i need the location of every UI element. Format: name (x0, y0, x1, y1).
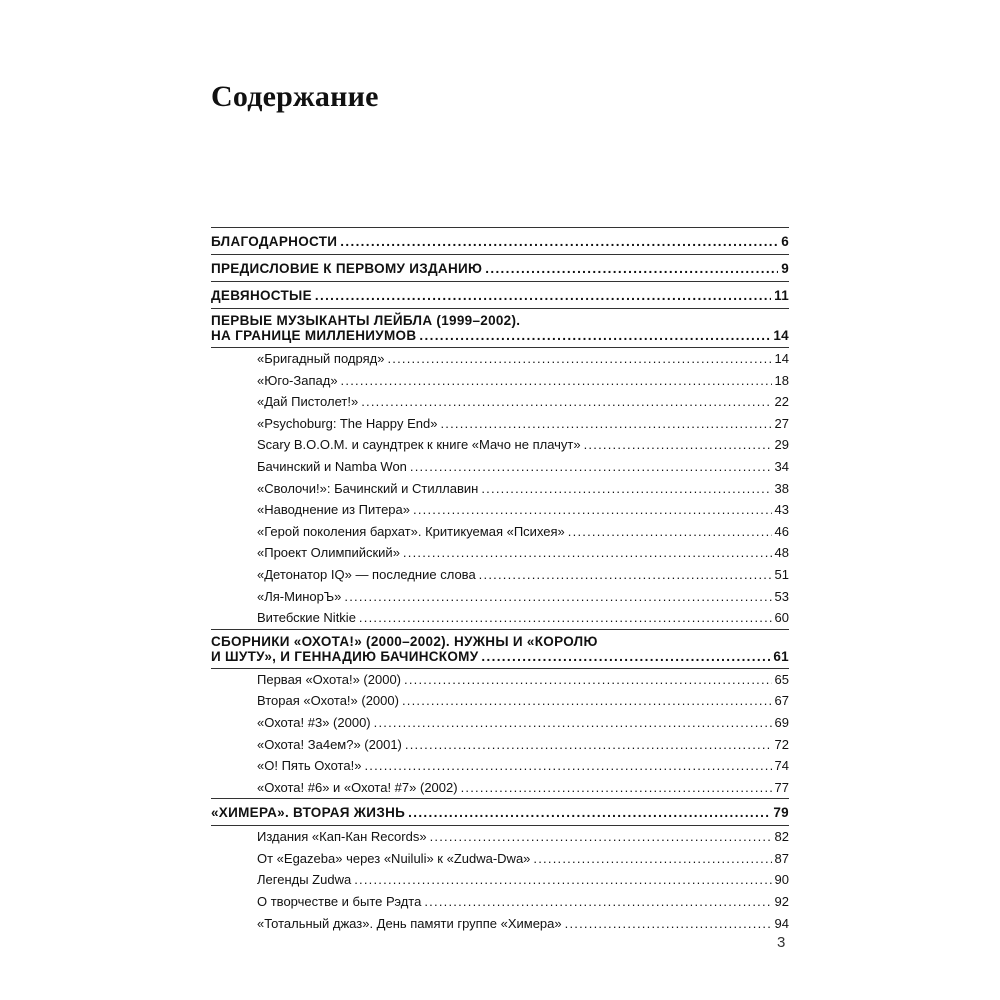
toc-entry-title: «Герой поколения бархат». Критикуемая «Психея» (257, 523, 565, 539)
toc-entry (211, 607, 789, 629)
toc-row (257, 586, 789, 608)
toc-entry-title: Витебские Nitkie (257, 610, 356, 626)
toc-entry-title: «Psychoburg: The Happy End» (257, 415, 438, 431)
toc-row (257, 499, 789, 521)
table-of-contents (211, 227, 789, 934)
toc-entry (211, 826, 789, 848)
dot-leader (479, 564, 772, 586)
toc-row (211, 649, 789, 664)
toc-entry (211, 913, 789, 935)
toc-section-title: И ШУТУ», И ГЕННАДИЮ БАЧИНСКОМУ (211, 648, 479, 664)
toc-row (211, 261, 789, 276)
toc-page-number: 48 (774, 545, 789, 561)
toc-page-number: 38 (774, 480, 789, 496)
toc-section-title: НА ГРАНИЦЕ МИЛЛЕНИУМОВ (211, 328, 417, 343)
toc-entry (211, 712, 789, 734)
toc-page-number: 61 (773, 648, 789, 664)
toc-entry-title: От «Egazeba» через «Nuiluli» к «Zudwa-Dwa» (257, 850, 531, 866)
toc-page-number: 87 (774, 850, 789, 866)
dot-leader (359, 607, 772, 629)
toc-row (257, 521, 789, 543)
toc-page-number: 90 (774, 872, 789, 888)
dot-leader (424, 891, 771, 913)
toc-entry (211, 690, 789, 712)
toc-page-number: 72 (774, 736, 789, 752)
toc-entry (211, 564, 789, 586)
toc-row (257, 607, 789, 629)
dot-leader (565, 913, 772, 935)
toc-entry (211, 755, 789, 777)
toc-page-number: 27 (774, 415, 789, 431)
toc-entry-title: Scary B.O.O.M. и саундтрек к книге «Мачо не плачут» (257, 437, 581, 453)
toc-section (211, 630, 789, 668)
toc-entry-title: «Бригадный подряд» (257, 351, 385, 366)
dot-leader (413, 499, 772, 521)
toc-section-title: ДЕВЯНОСТЫЕ (211, 288, 312, 303)
toc-row (257, 370, 789, 392)
dot-leader (461, 777, 772, 799)
toc-entry-title: «Детонатор IQ» — последние слова (257, 566, 476, 582)
toc-page-number: 67 (774, 693, 789, 709)
toc-row (257, 456, 789, 478)
toc-entry-title: «Охота! За4ем?» (2001) (257, 736, 402, 752)
dot-leader (344, 586, 771, 608)
toc-row (211, 234, 789, 249)
toc-entry (211, 370, 789, 392)
toc-row (257, 913, 789, 935)
toc-page-number: 77 (774, 779, 789, 795)
toc-page-number: 53 (774, 588, 789, 604)
toc-entry-title: «Проект Олимпийский» (257, 545, 400, 561)
toc-entry-title: Первая «Охота!» (2000) (257, 671, 402, 687)
toc-section (211, 255, 789, 281)
toc-row (257, 669, 789, 691)
toc-section-title: ПРЕДИСЛОВИЕ К ПЕРВОМУ ИЗДАНИЮ (211, 261, 483, 276)
toc-entry (211, 586, 789, 608)
toc-section (211, 799, 789, 825)
toc-row (257, 712, 789, 734)
toc-entry-title: Легенды Zudwa (257, 872, 352, 888)
toc-entry-title: «Наводнение из Питера» (257, 502, 410, 518)
toc-entry (211, 521, 789, 543)
toc-list (211, 228, 789, 934)
toc-row (257, 348, 789, 370)
toc-page-number: 74 (774, 758, 789, 774)
toc-entry (211, 669, 789, 691)
toc-section-title: «ХИМЕРА». ВТОРАЯ ЖИЗНЬ (211, 805, 406, 821)
toc-row (257, 413, 789, 435)
toc-entry (211, 348, 789, 370)
toc-entry (211, 542, 789, 564)
toc-row (257, 391, 789, 413)
toc-page-number: 18 (774, 372, 789, 388)
toc-page-number: 11 (774, 288, 789, 303)
toc-entry (211, 777, 789, 799)
dot-leader (341, 370, 772, 392)
toc-row (257, 542, 789, 564)
dot-leader (403, 542, 772, 564)
dot-leader (354, 869, 771, 891)
toc-entry-title: О творчестве и быте Рэдта (257, 894, 422, 910)
toc-page-number: 82 (774, 829, 789, 845)
toc-entry (211, 848, 789, 870)
dot-leader (568, 521, 772, 543)
toc-section (211, 282, 789, 308)
dot-leader (364, 755, 771, 777)
toc-row (257, 478, 789, 500)
dot-leader (481, 649, 770, 664)
toc-page-number: 94 (774, 915, 789, 931)
toc-page-number: 69 (774, 714, 789, 730)
toc-entry-title: «Охота! #3» (2000) (257, 714, 371, 730)
toc-page-number: 60 (774, 610, 789, 626)
toc-page-number: 22 (774, 394, 789, 410)
page-number: 3 (777, 934, 786, 951)
dot-leader (340, 234, 778, 249)
dot-leader (584, 434, 772, 456)
toc-page-number: 14 (774, 351, 789, 366)
toc-row (257, 826, 789, 848)
dot-leader (430, 826, 772, 848)
toc-page-number: 9 (781, 261, 789, 276)
toc-page-number: 29 (774, 437, 789, 453)
toc-row (257, 564, 789, 586)
toc-entry (211, 499, 789, 521)
toc-entry-title: «Дай Пистолет!» (257, 394, 359, 410)
toc-entry (211, 869, 789, 891)
toc-entry-title: Бачинский и Namba Won (257, 458, 407, 474)
toc-row (257, 777, 789, 799)
toc-section-title-line: ПЕРВЫЕ МУЗЫКАНТЫ ЛЕЙБЛА (1999–2002). (211, 313, 521, 328)
toc-page-number: 65 (774, 671, 789, 687)
toc-entry (211, 413, 789, 435)
toc-section-title-line: СБОРНИКИ «ОХОТА!» (2000–2002). НУЖНЫ И «КОРОЛЮ (211, 633, 598, 649)
toc-page-number: 6 (781, 234, 789, 249)
toc-row (257, 848, 789, 870)
toc-page-number: 34 (774, 458, 789, 474)
toc-entry-title: «Юго-Запад» (257, 372, 338, 388)
toc-entry-title: «Тотальный джаз». День памяти группе «Химера» (257, 915, 562, 931)
dot-leader (405, 734, 772, 756)
dot-leader (533, 848, 771, 870)
toc-page-number: 51 (774, 566, 789, 582)
dot-leader (410, 456, 772, 478)
dot-leader (361, 391, 771, 413)
toc-row (211, 805, 789, 820)
dot-leader (315, 288, 771, 303)
dot-leader (440, 413, 771, 435)
toc-entry-title: Издания «Кап-Кан Records» (257, 829, 427, 845)
toc-row (257, 755, 789, 777)
toc-row (257, 891, 789, 913)
dot-leader (404, 669, 772, 691)
dot-leader (374, 712, 772, 734)
toc-entry (211, 478, 789, 500)
toc-entry-title: «О! Пять Охота!» (257, 758, 362, 774)
toc-entry-title: «Охота! #6» и «Охота! #7» (2002) (257, 779, 458, 795)
toc-section (211, 228, 789, 254)
toc-entry (211, 456, 789, 478)
toc-entry-title: «Ля-МинорЪ» (257, 588, 342, 604)
toc-entry (211, 734, 789, 756)
dot-leader (485, 261, 778, 276)
toc-row (257, 869, 789, 891)
toc-row (211, 328, 789, 343)
toc-entry (211, 891, 789, 913)
toc-row (257, 690, 789, 712)
toc-page-number: 79 (773, 805, 789, 821)
dot-leader (419, 328, 770, 343)
toc-entry-title: Вторая «Охота!» (2000) (257, 693, 399, 709)
dot-leader (387, 348, 771, 370)
toc-page-number: 43 (774, 502, 789, 518)
dot-leader (408, 805, 770, 820)
toc-page-number: 14 (773, 328, 789, 343)
toc-section (211, 309, 789, 347)
dot-leader (402, 690, 772, 712)
toc-entry (211, 434, 789, 456)
page-title: Содержание (211, 80, 379, 113)
toc-page-number: 92 (774, 894, 789, 910)
toc-page-number: 46 (774, 523, 789, 539)
toc-row (257, 734, 789, 756)
toc-row (211, 288, 789, 303)
toc-row (257, 434, 789, 456)
toc-section-title: БЛАГОДАРНОСТИ (211, 234, 338, 249)
dot-leader (481, 478, 771, 500)
toc-entry (211, 391, 789, 413)
toc-entry-title: «Сволочи!»: Бачинский и Стиллавин (257, 480, 479, 496)
